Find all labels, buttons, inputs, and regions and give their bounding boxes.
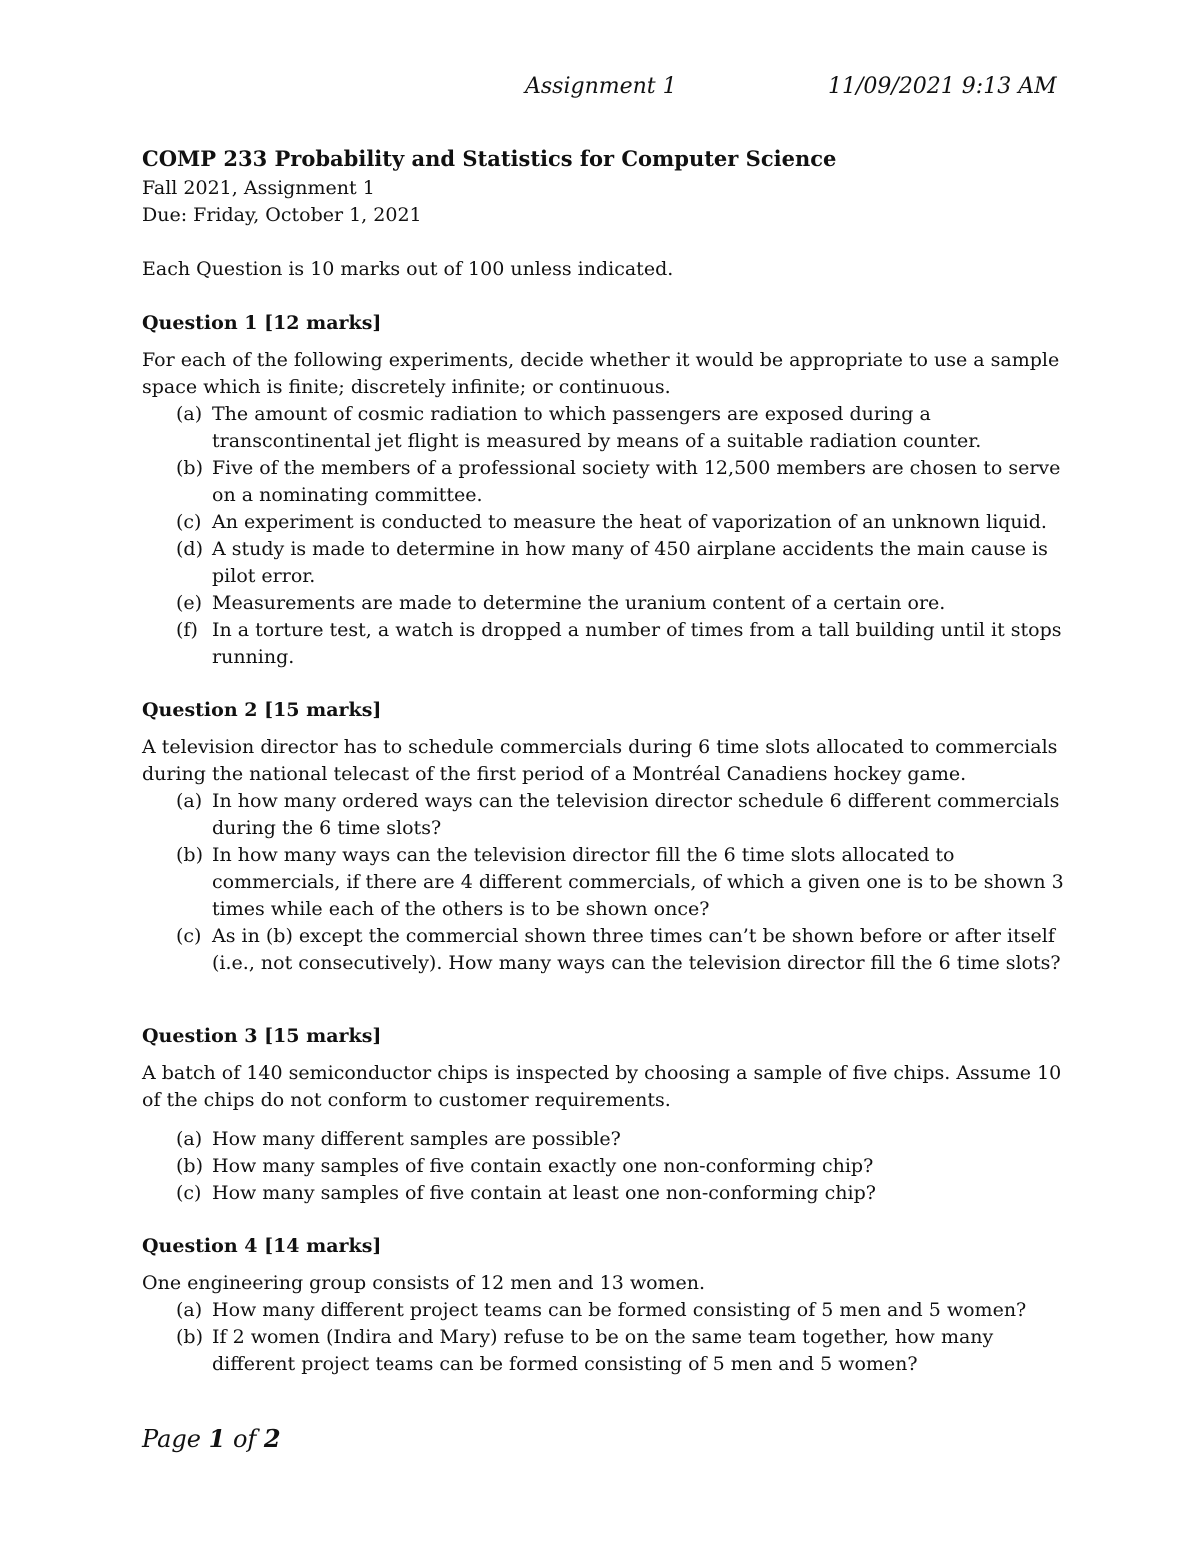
question-heading: Question 3 [15 marks] xyxy=(142,1025,382,1047)
item-text: An experiment is conducted to measure the heat of vaporization of an unknown liquid. xyxy=(212,511,1047,533)
item-marker: (d) xyxy=(176,538,203,560)
item-text: In how many ways can the television director fill the 6 time slots allocated to commercials, if there are 4 different commercials, of which a given one is to be shown 3 times while each of the others is to be shown once? xyxy=(212,844,1064,920)
item-marker: (c) xyxy=(176,1182,202,1204)
question-heading: Question 4 [14 marks] xyxy=(142,1235,382,1257)
marks-note: Each Question is 10 marks out of 100 unless indicated. xyxy=(142,258,674,280)
item-marker: (f) xyxy=(176,619,198,641)
item-text: How many different project teams can be formed consisting of 5 men and 5 women? xyxy=(212,1299,1027,1321)
question-item xyxy=(142,509,1072,536)
question-item xyxy=(142,536,1072,590)
item-text: How many samples of five contain at least one non-conforming chip? xyxy=(212,1182,876,1204)
total-pages-number: 2 xyxy=(263,1424,281,1453)
question-item xyxy=(142,923,1072,977)
of-word: of xyxy=(232,1425,257,1453)
question-item xyxy=(142,1324,1072,1378)
item-text: In how many ordered ways can the television director schedule 6 different commercials during the 6 time slots? xyxy=(212,790,1060,839)
question-item xyxy=(142,842,1072,923)
item-marker: (e) xyxy=(176,592,203,614)
item-marker: (a) xyxy=(176,403,203,425)
item-text: How many different samples are possible? xyxy=(212,1128,621,1150)
question-intro: A television director has to schedule commercials during 6 time slots allocated to commercials during the national telecast of the first period of a Montréal Canadiens hockey game. xyxy=(142,736,1058,785)
page-footer xyxy=(142,1424,281,1453)
item-marker: (a) xyxy=(176,790,203,812)
item-marker: (c) xyxy=(176,925,202,947)
item-text: If 2 women (Indira and Mary) refuse to be on the same team together, how many different project teams can be formed consisting of 5 men and 5 women? xyxy=(212,1326,994,1375)
item-text: Five of the members of a professional society with 12,500 members are chosen to serve on a nominating committee. xyxy=(212,457,1061,506)
question-item xyxy=(142,1126,1072,1153)
question-item xyxy=(142,455,1072,509)
item-marker: (b) xyxy=(176,844,203,866)
question-item xyxy=(142,1180,1072,1207)
document-body xyxy=(142,143,1072,1404)
item-text: How many samples of five contain exactly one non-conforming chip? xyxy=(212,1155,874,1177)
question-heading: Question 2 [15 marks] xyxy=(142,699,382,721)
item-text: A study is made to determine in how many of 450 airplane accidents the main cause is pilot error. xyxy=(212,538,1048,587)
due-date: Due: Friday, October 1, 2021 xyxy=(142,204,422,226)
item-text: Measurements are made to determine the uranium content of a certain ore. xyxy=(212,592,946,614)
question-items xyxy=(142,1297,1072,1378)
item-marker: (a) xyxy=(176,1128,203,1150)
question-intro: A batch of 140 semiconductor chips is inspected by choosing a sample of five chips. Assume 10 of the chips do not conform to customer requirements. xyxy=(142,1062,1062,1111)
question-1 xyxy=(142,310,1072,671)
question-items xyxy=(142,1126,1072,1207)
question-item xyxy=(142,1153,1072,1180)
question-intro: For each of the following experiments, decide whether it would be appropriate to use a sample space which is finite; discretely infinite; or continuous. xyxy=(142,349,1060,398)
question-item xyxy=(142,788,1072,842)
item-text: The amount of cosmic radiation to which passengers are exposed during a transcontinental jet flight is measured by means of a suitable radiation counter. xyxy=(212,403,982,452)
page-word: Page xyxy=(142,1425,201,1453)
question-2 xyxy=(142,697,1072,977)
question-items xyxy=(142,401,1072,671)
question-items xyxy=(142,788,1072,977)
item-marker: (a) xyxy=(176,1299,203,1321)
item-text: As in (b) except the commercial shown three times can’t be shown before or after itself (i.e., not consecutively). How many ways can the television director fill the 6 time slots? xyxy=(212,925,1061,974)
current-page-number: 1 xyxy=(208,1424,226,1453)
item-text: In a torture test, a watch is dropped a number of times from a tall building until it stops running. xyxy=(212,619,1062,668)
item-marker: (c) xyxy=(176,511,202,533)
course-term: Fall 2021, Assignment 1 xyxy=(142,177,375,199)
item-marker: (b) xyxy=(176,1326,203,1348)
item-marker: (b) xyxy=(176,1155,203,1177)
question-item xyxy=(142,401,1072,455)
page-header xyxy=(0,70,1200,110)
question-heading: Question 1 [12 marks] xyxy=(142,312,382,334)
question-item xyxy=(142,617,1072,671)
question-item xyxy=(142,1297,1072,1324)
header-title: Assignment 1 xyxy=(525,74,677,99)
question-item xyxy=(142,590,1072,617)
question-4 xyxy=(142,1233,1072,1378)
question-intro: One engineering group consists of 12 men and 13 women. xyxy=(142,1272,706,1294)
question-3 xyxy=(142,1023,1072,1207)
item-marker: (b) xyxy=(176,457,203,479)
course-title: COMP 233 Probability and Statistics for Computer Science xyxy=(142,146,837,171)
header-datetime: 11/09/2021 9:13 AM xyxy=(828,74,1057,99)
